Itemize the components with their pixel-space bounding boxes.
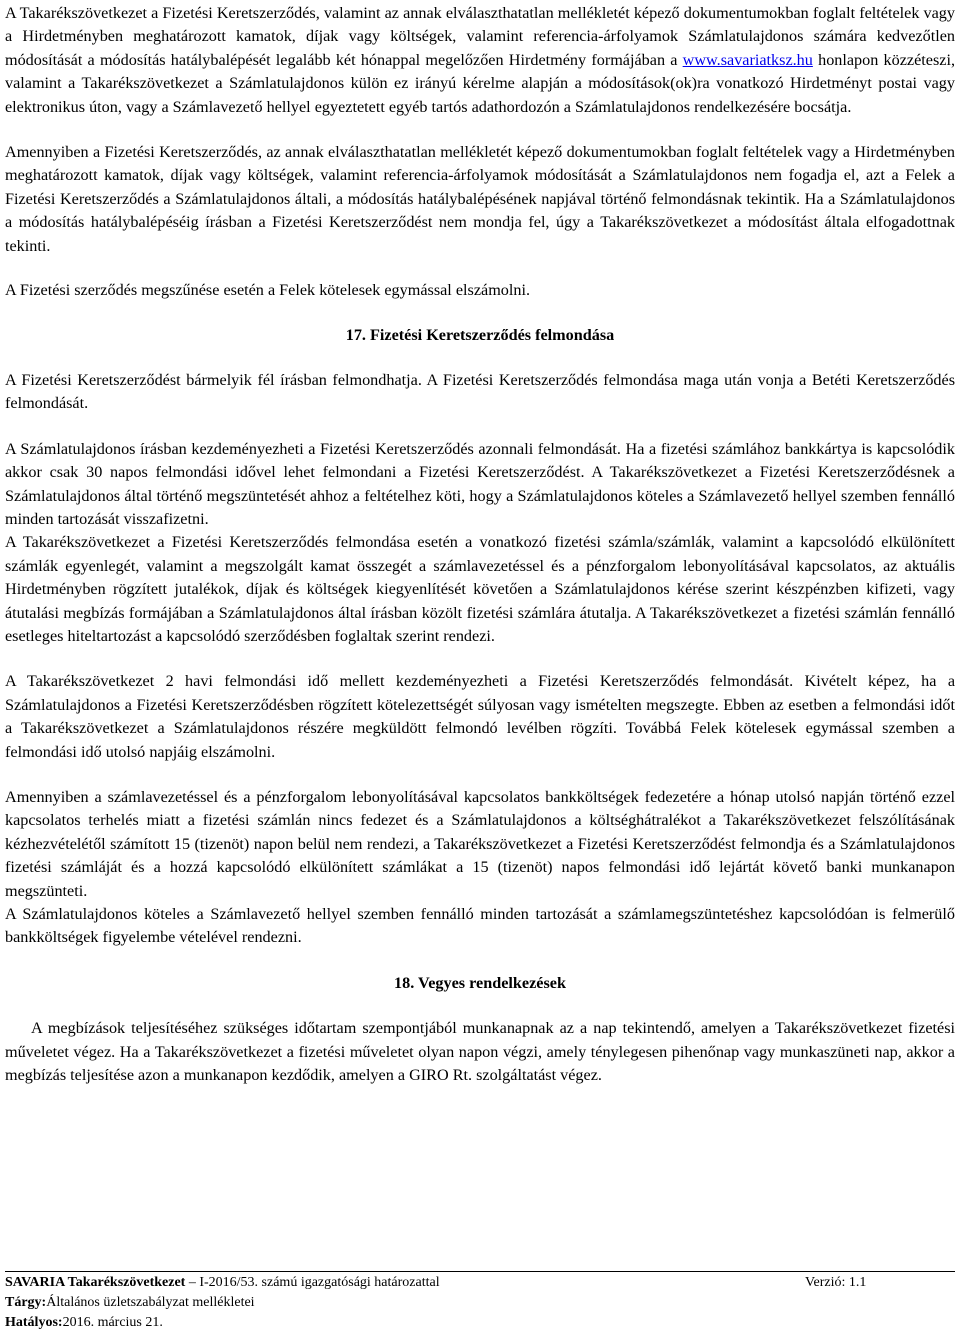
section-heading-18: 18. Vegyes rendelkezések [394,973,566,992]
footer-effective-label: Hatályos: [5,1315,63,1330]
footer-row-effective [5,1313,955,1333]
footer-subject-label: Tárgy: [5,1295,47,1310]
footer-subject: Általános üzletszabályzat mellékletei [46,1295,255,1310]
paragraph-cost-arrears: Amennyiben a számlavezetéssel és a pénzforgalom lebonyolításával kapcsolatos bankköltségek fedezetére a hónap utolsó napján történő ezzel kapcsolatos terhelés miatt a fizetési számlán nincs fedezet és a Számlatulajdonos a költséghátralékot a Takarékszövetkezet felszólításának kézhezvételétől számított 15 (tizenöt) napon belül nem rendezi, a Takarékszövetkezet a Fizetési Keretszerződést felmondja és a Számlatulajdonos fizetési számláját és a hozzá kapcsolódó elkülönített számlákat a 15 (tizenöt) napos felmondási idő lejártát követő banki munkanapon megszünteti. [5,787,955,900]
page-footer [5,1271,955,1333]
paragraph-immediate-termination: A Számlatulajdonos írásban kezdeményezheti a Fizetési Keretszerződés azonnali felmondását. Ha a fizetési számlához bankkártya is kapcsolódik akkor csak 30 napos felmondási idővel lehet felmondani a Fizetési Keretszerződést. A Takarékszövetkezet a Fizetési Keretszerződésnek a Számlatulajdonos által történő megszüntetését ahhoz a feltételhez köti, hogy a Számlatulajdonos köteles a Számlavezető hellyel szemben fennálló minden tartozását visszafizetni. [5,439,955,528]
footer-divider [5,1271,955,1272]
footer-effective: 2016. március 21. [62,1315,163,1330]
paragraph-debt-settlement: A Számlatulajdonos köteles a Számlavezető hellyel szemben fennálló minden tartozását a számlamegszüntetéshez kapcsolódóan is felmerülő bankköltségek figyelembe vételével rendezni. [5,905,955,947]
paragraph-termination-settlement: A Takarékszövetkezet a Fizetési Keretszerződés felmondása esetén a vonatkozó fizetési számla/számlák, valamint a kapcsolódó elkülönített számlák egyenlegét, valamint a megszolgált kamat összegét a számlavezetéssel és a pénzforgalom lebonyolításával kapcsolatos, az aktuális Hirdetményben rögzített jutalékok, díjak és költségek kiegyenlítését követően a Számlatulajdonos kérése szerint készpénzben kifizeti, vagy átutalási megbízás formájában a Számlatulajdonos által írásban közölt fizetési számlára átutalja. A Takarékszövetkezet a fizetési számlán fennálló esetleges hiteltartozást a kapcsolódó szerződésben foglaltak szerint rendezi. [5,533,955,645]
text-run: honlapon közzéteszi, valamint a Takarékszövetkezet a Számlatulajdonos külön ez irányú kérelme alapján a módosítások(ok)ra vonatkozó Hirdetményt postai vagy elektronikus úton, vagy a Számlavezető hellyel egyeztetett egyéb tartós adathordozón a Számlatulajdonos rendelkezésére bocsátja. [5,50,956,116]
footer-decision-text: – I-2016/53. számú igazgatósági határozattal [185,1275,440,1290]
footer-org: SAVARIA Takarékszövetkezet [5,1275,186,1290]
paragraph-working-days: A megbízások teljesítéséhez szükséges időtartam szempontjából munkanapnak az a nap tekintendő, amelyen a Takarékszövetkezet fizetési műveletet végez. Ha a Takarékszövetkezet a fizetési műveletet olyan napon végzi, amely ténylegesen pihenőnap vagy munkaszüneti nap, akkor a megbízás teljesítése azon a munkanapon kezdődik, amelyen a GIRO Rt. szolgáltatást végez. [5,1019,955,1085]
footer-row-decision [5,1273,955,1293]
paragraph-termination-general: A Fizetési Keretszerződést bármelyik fél írásban felmondhatja. A Fizetési Keretszerződés felmondása maga után vonja a Betéti Keretszerződés felmondását. [5,370,955,413]
website-link[interactable]: www.savariatksz.hu [682,50,813,69]
paragraph-bank-termination: A Takarékszövetkezet 2 havi felmondási idő mellett kezdeményezheti a Fizetési Keretszerződés felmondását. Kivételt képez, ha a Számlatulajdonos a Fizetési Keretszerződésben rögzített kötelezettségét súlyosan vagy ismételten megszegte. Ebben az esetben a felmondási időt a Takarékszövetkezet a Számlatulajdonos részére megküldött felmondó levélben rögzíti. Továbbá Felek kötelesek egymással szemben a felmondási idő utolsó napjáig elszámolni. [5,672,955,761]
footer-row-subject [5,1293,955,1313]
text-run: A Takarékszövetkezet a Fizetési Keretszerződés, valamint az annak elválaszthatatlan mellékletét képező dokumentumokban foglalt feltételek vagy a Hirdetményben meghatározott kamatok, díjak vagy költségek, valamint referencia-árfolyamok Számlatulajdonos számára kedvezőtlen módosítását a módosítás hatálybalépését legalább két hónappal megelőzően Hirdetmény formájában a [5,4,955,69]
paragraph-settlement: A Fizetési szerződés megszűnése esetén a Felek kötelesek egymással elszámolni. [5,281,531,300]
paragraph-modification-notice [5,2,955,119]
footer-version: Verzió: 1.1 [805,1275,867,1290]
paragraph-modification-rejection: Amennyiben a Fizetési Keretszerződés, az annak elválaszthatatlan mellékletét képező dokumentumokban foglalt feltételek vagy a Hirdetményben meghatározott kamatok, díjak vagy költségek, valamint referencia-árfolyamok módosítását a Számlatulajdonos nem fogadja el, azt a Felek a Fizetési Keretszerződés a Számlatulajdonos általi, a módosítás hatálybalépésének napjával történő felmondásnak tekintik. Ha a Számlatulajdonos a módosítás hatálybalépéséig írásban a Fizetési Keretszerződést nem mondja fel, úgy a Takarékszövetkezet a módosítást általa elfogadottnak tekinti. [5,143,955,255]
section-heading-17: 17. Fizetési Keretszerződés felmondása [345,326,615,345]
footer-decision [5,1273,805,1293]
